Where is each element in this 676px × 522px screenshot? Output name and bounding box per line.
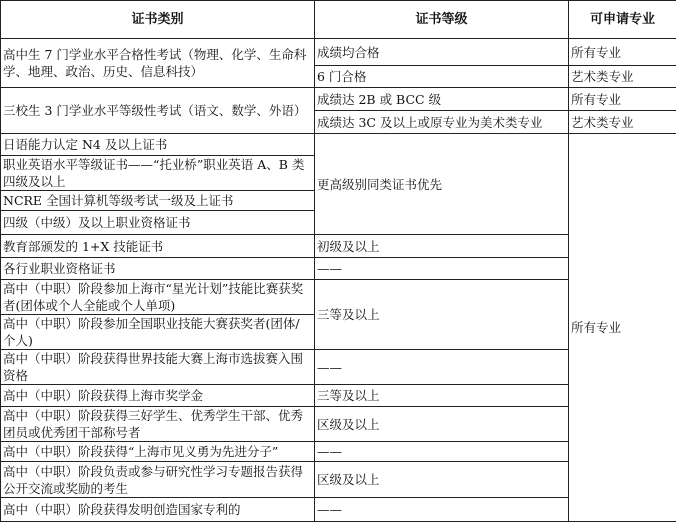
level-cell: 6 门合格 xyxy=(315,66,569,88)
category-cell: 高中（中职）阶段参加上海市“星光计划”技能比赛获奖者(团体或个人全能或个人单项) xyxy=(1,280,315,315)
level-cell: 三等及以上 xyxy=(315,280,569,350)
level-cell: —— xyxy=(315,350,569,385)
header-row xyxy=(1,1,676,39)
category-cell: 高中（中职）阶段获得“上海市见义勇为先进分子” xyxy=(1,442,315,462)
category-cell: 高中（中职）阶段获得世界技能大赛上海市选拔赛入围资格 xyxy=(1,350,315,385)
level-cell: —— xyxy=(315,498,569,522)
category-cell: 教育部颁发的 1+X 技能证书 xyxy=(1,235,315,258)
category-cell: 各行业职业资格证书 xyxy=(1,258,315,280)
major-cell: 所有专业 xyxy=(569,39,676,66)
header-major: 可申请专业 xyxy=(569,1,676,39)
table-row xyxy=(1,88,676,111)
major-cell: 所有专业 xyxy=(569,134,676,522)
level-cell: 成绩达 2B 或 BCC 级 xyxy=(315,88,569,111)
level-cell: 更高级别同类证书优先 xyxy=(315,134,569,235)
category-cell: 职业英语水平等级证书——“托业桥”职业英语 A、B 类四级及以上 xyxy=(1,156,315,191)
category-cell: 高中（中职）阶段获得上海市奖学金 xyxy=(1,385,315,407)
header-level: 证书等级 xyxy=(315,1,569,39)
category-cell: NCRE 全国计算机等级考试一级及上证书 xyxy=(1,191,315,211)
table-row xyxy=(1,39,676,66)
major-cell: 所有专业 xyxy=(569,88,676,111)
category-cell: 四级（中级）及以上职业资格证书 xyxy=(1,211,315,235)
category-cell: 高中生 7 门学业水平合格性考试（物理、化学、生命科学、地理、政治、历史、信息科技） xyxy=(1,39,315,88)
category-cell: 高中（中职）阶段获得三好学生、优秀学生干部、优秀团员或优秀团干部称号者 xyxy=(1,407,315,442)
level-cell: —— xyxy=(315,442,569,462)
header-category: 证书类别 xyxy=(1,1,315,39)
category-cell: 高中（中职）阶段参加全国职业技能大赛获奖者(团体/个人) xyxy=(1,315,315,350)
level-cell: 成绩达 3C 及以上或原专业为美术类专业 xyxy=(315,111,569,134)
category-cell: 高中（中职）阶段获得发明创造国家专利的 xyxy=(1,498,315,522)
category-cell: 日语能力认定 N4 及以上证书 xyxy=(1,134,315,156)
table-row xyxy=(1,134,676,156)
level-cell: 区级及以上 xyxy=(315,462,569,498)
category-cell: 三校生 3 门学业水平等级性考试（语文、数学、外语） xyxy=(1,88,315,134)
category-cell: 高中（中职）阶段负责或参与研究性学习专题报告获得公开交流或奖励的考生 xyxy=(1,462,315,498)
level-cell: 成绩均合格 xyxy=(315,39,569,66)
level-cell: 三等及以上 xyxy=(315,385,569,407)
level-cell: 区级及以上 xyxy=(315,407,569,442)
major-cell: 艺术类专业 xyxy=(569,66,676,88)
level-cell: —— xyxy=(315,258,569,280)
major-cell: 艺术类专业 xyxy=(569,111,676,134)
level-cell: 初级及以上 xyxy=(315,235,569,258)
